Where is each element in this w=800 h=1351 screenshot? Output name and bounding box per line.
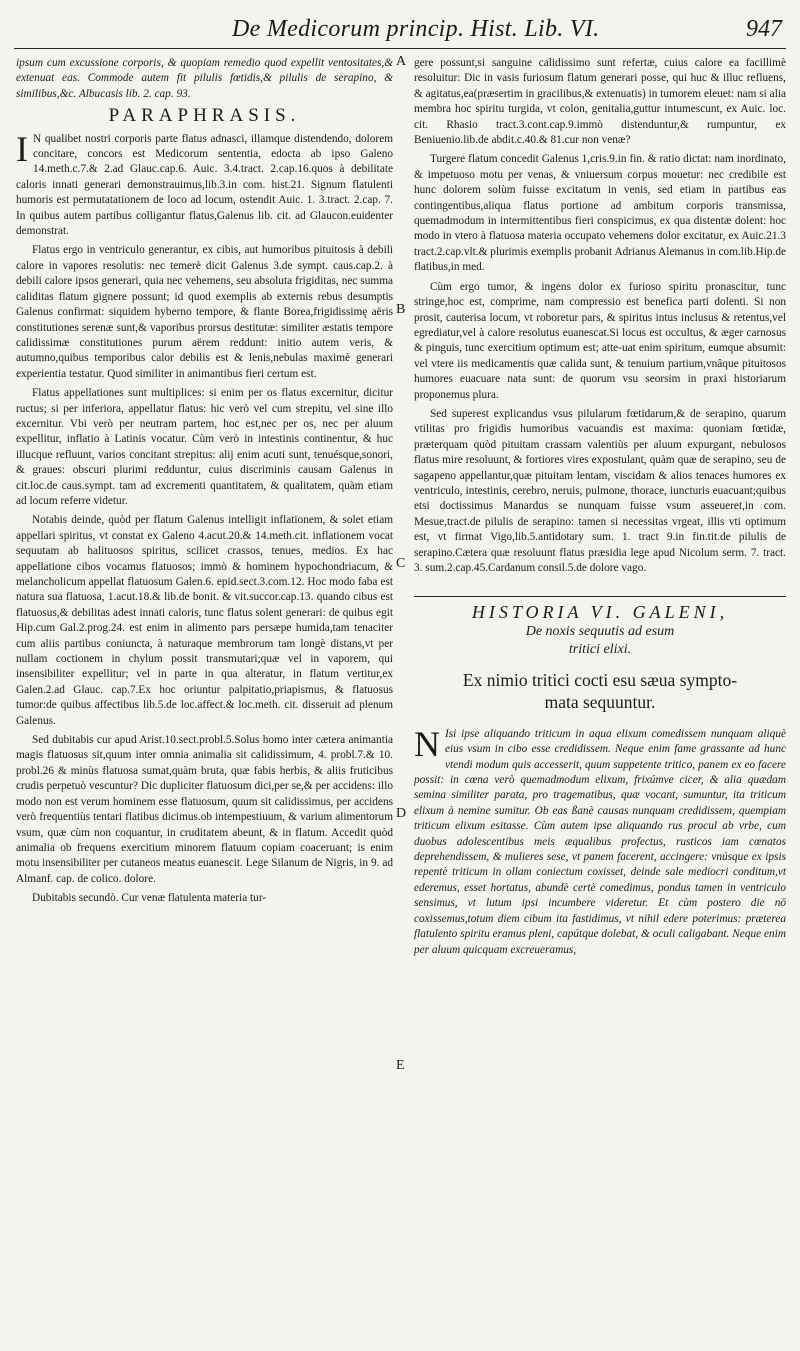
historia-heading (414, 669, 786, 713)
paragraph-5: Sed dubitabis cur apud Arist.10.sect.probl.5.Solus homo inter cætera animantia magis flatuosus sit,quum inter omnia animalia sit calidissimum, 4. probl.7.& 10. probl.26 & minùs flatuosa sumat,quàm bruta, quæ fabis herbis, & aliis fruticibus crudis perpetuò vescuntur? Dic dupliciter flatuosum dici,per se,& per accidens: illo modo non est verum hominem esse flatuosum, quum sit calidissimus, per accidens verò frequentiùs tentari flatibus dicimus.ob intempestiuum, & varium alimentorum vsum, quæ cùm non coquantur, in cruditatem abeunt, & in flatum. Accedit quòd animalia ob frequens exercitium minorem flatuum copiam coaceruant; is enim motu insensibiliter per cutaneos meatus euanescit. Lege Silanum de Nigris, in 9. ad Almanf. cap. de colico. dolore. (16, 734, 393, 885)
right-paragraph-2: Turgere flatum concedit Galenus 1,cris.9.in fin. & ratio dictat: nam inordinato, & impetuoso motu per venas, & vniuersum corpus mouetur: nec credibile est hunc dolorem solùm fuisse excitatum in venis, sed etiam in partibus eas contingentibus,aliqua flatus portione ad ambitum corporis transmissa, quemadmodum in intermittentibus fieri conspicimus, ex qua distentæ dolent: hoc modo in vtero à flatuosa materia occupato vehemens dolor excitatur, ex Auic.21.3 tract.2.cap.vlt.& plurimis exemplis probanit Adrianus Alemanus in com.lib.Hip.de flatibus,in med. (414, 153, 786, 274)
right-paragraph-1: gere possunt,si sanguine calidissimo sunt refertæ, cuius calore ea facillimè resoluitur: Dic in vasis furiosum flatum generari posse, qui huc & illuc refluens, & agitatus,ea(præsertim in gracilibus,& extenuatis) in tumorem eleuet: nam si alia membra hoc spiritu turgida, vt colon, genitalia,guttur intumescunt, ex Auic. loc. cit. Rhasio tract.3.cont.cap.9.immò distenduntur,& rumpuntur, ex Beniuenio.lib.de abdit.c.40.& 81.cur non venæ? (414, 57, 786, 147)
margin-letter-e: E (396, 1058, 405, 1073)
section-divider (414, 596, 786, 597)
margin-letter-d: D (396, 806, 407, 821)
left-column (16, 56, 393, 911)
paragraph-3: Flatus appellationes sunt multiplices: si enim per os flatus excernitur, dicitur ructus; si per inferiora, appellatur flatus: hic verò vel cum strepitu, vel sine illo excernitur. Vbi verò per neutram partem, hoc est,nec per os, nec per aluum expellitur, inflatio à Latinis vocatur. Cùm verò in intestinis continentur, & huc illucque refluunt, varios concitant strepitus: alij enim acuti sunt, tenuésque,sonori, & graues: obscuri plurimi redduntur, cuius discriminis causam Galenus in cit.loc.de caus.sympt. tam ad excrementi quantitatem, & qualitatem, quàm etiam ad locum referre videtur. (16, 387, 393, 507)
intro-text: ipsum cum excussione corporis, & quopiam remedio quod expellit ventositates,& extenuat eas. Commode autem fit pilulis fœtidis,& pilulis de serapino, & similibus,&c. Albucasis lib. 2. cap. 93. (16, 57, 393, 100)
right-paragraph-4: Sed superest explicandus vsus pilularum fœtidarum,& de serapino, quarum vtilitas pro frigidis humoribus vacuandis est maxima: quoniam fœtidæ, præterquam quòd pituitam crassam valentiùs per aluum expurgant, nebulosos flatus mire resoluunt, & fortiores vires expostulant, quàm quæ de serapino, seu de sagapeno appellantur,quæ pituitam lentam, viscidam & alios tenaces humores ex ventriculo, intestinis, cerebro, neruis, pulmone, thorace, iuncturis euacuant;quibus etsi doctissimus Manardus se nunquam fuisse vsum asseueret,in com. Mesue,tract.de pilulis de serapino: tamen si necessitas vrgeat, illis vti optimum est, vt firmat Vigo,lib.5.antidotary sum. 1. tract 9.in fin.tit.de pilulis de serapino.Cætera quæ resoluunt flatus præsidia lege apud Nicolum serm. 7. tract. 3. sum.2.cap.45.Cardanum consil.5.de dolore vago. (414, 407, 786, 574)
running-title: De Medicorum princip. Hist. Lib. VI. (232, 16, 600, 42)
margin-letter-a: A (396, 54, 407, 69)
historia-title: HISTORIA VI. GALENI, (471, 602, 729, 623)
historia-subtitle-line-2: tritici elixi. (568, 641, 632, 657)
paragraph-6: Dubitabis secundò. Cur venæ flatulenta materia tur- (32, 892, 267, 905)
paragraph-1-text: N qualibet nostri corporis parte flatus adnasci, illamque distendendo, dolorem concitare, concors est Medicorum sententia, edocta ab ipso Galeno 14.meth.c.7.& 2.ad Glauc.cap.6. Auic. 3.4.tract. 2.cap.16.quos à debilitate caloris innati generari demonstrauimus,lib.3.in com. hist.21. Signum flatulenti humoris est permutatationem de loco ad locum, ostendit Auic. 1. 3.tract. 2.cap. 7. In quibus autem partibus colligantur flatus,Galenus lib. cit. ad Glaucon.euidenter demonstrat. (16, 132, 393, 238)
historia-subtitle-line-1: De noxis sequutis ad esum (525, 623, 675, 639)
paragraph-2: Flatus ergo in ventriculo generantur, ex cibis, aut humoribus pituitosis à debili calore in vapores resolutis: nec temerè dicit Galenus 3.de sympt. caus.cap.2. à debili calore ipsos generari, quia nec vehemens, seu absoluta frigiditas, nec summa caliditas flatum gignere possunt; id quod exemplis ab externis rebus desumptis Galenus confirmat: siquidem hyberno tempore, & flante Borea,frigidissimę aëris constitutiones serenæ sunt,& vaporibus prorsus destitutæ: similiter æstatis tempore calidissimæ constitutiones purum aërem reddunt: initio autem veris, & autumno,quibus temporibus calor debilis est & lenis,nebulas maximè generari experientia testatur. Quod similiter in animantibus fieri certum est. (16, 244, 393, 380)
historia-subtitle (414, 623, 786, 659)
right-paragraph-3: Cùm ergo tumor, & ingens dolor ex furioso spiritu pronascitur, tunc stringe,hoc est, comprime, nam compressio est benefica parti dolenti. Si non prosit, cauterisa locum, vt roboretur pars, & spiritus intus inclusus & retentus,vel egrediatur,vel à calore resolutus euanescat.Si locus est occultus, & æger carnosus & pinguis, tunc exercitium optimum est; atte-uat enim spiritum, eumque absumit: vel vtere iis medicamentis quæ calida sunt, & tenuium partium,vnâque pituitosos humores euacuare nata sunt: de quorum vsu seorsim in praxi historiarum proponemus plura. (414, 280, 786, 401)
paragraph-1 (16, 128, 393, 240)
right-column (414, 56, 786, 962)
paraphrasis-heading: PARAPHRASIS. (108, 105, 301, 127)
drop-cap: I (16, 128, 28, 169)
running-header (14, 14, 786, 49)
page-number: 947 (746, 16, 782, 42)
historia-body-text: Isi ipse aliquando triticum in aqua elixum comedissem nunquam aliquè eius vsum in cibo esse credidissem. Neque enim fame grassante ad hunc vtendi modum quis accesserit, quum suppetente tritico, panem ex eo facere possit: in cœna verò quemadmodum elixum, frixúmve cicer, & alia quædam semina similiter parata, pro tragematibus, quæ vocant, sumuntur, ita triticum elixum à nemine sumitur. Ob eas ßanè causas nunquam credidissem, quempiam triticum elixum esitasse. Cùm autem ipse aliquando rus procul ab vrbe, cum duobus adolescentibus meis æqualibus profectus, rusticos iam cœnatos deprehendissem, & mulieres sese, vt panem facerent, accingere: vnúsque ex ipsis repentè triticum in ollam coniectum coxisset, deinde sale mediocri conditum,vt ederemus, esset hortatus, abundè certè comedimus, pondus tamen in ventriculo sensimus, vt lutum ipsi incumbere videretur. Et cùm postero die nō coxissemus,totum diem cibum ita fastidimus, vt nihil edere poterimus: præterea flatulento spiritu eramus pleni, capútque dolebat, & oculi caligabant. Neque enim per aluum quicquam excreueramus, (414, 727, 786, 956)
historia-heading-line-2: mata sequuntur. (544, 691, 656, 712)
historia-body (414, 723, 786, 958)
historia-drop-cap: N (414, 723, 440, 764)
margin-letter-b: B (396, 302, 406, 317)
margin-letter-c: C (396, 556, 406, 571)
paragraph-4: Notabis deinde, quòd per flatum Galenus intelligit inflationem, & solet etiam appellari spiritus, vt constat ex Galeno 4.acut.20.& 14.meth.cit. inflationem vocat sequutam ab halituosos spiritus, scilicet crassos, tenues, medios. Ex hac appellatione cibos vocamus flatuosos; immò & hominem hypochondriacum, & melancholicum appellat flatuosum Galen.6. epid.sect.3.com.12. Hoc modo faba est natura sua flatuosa, 1.acut.18.& lib.de bonit. & vit.succor.cap.13. quando cibus est flatuosus,& debilitas adest innati caloris, tunc flatus solent generari: de quibus egit Hip.cum Gal.2.prog.24. est enim in alimento pars persæpe humida,tam tenaciter cum aliis partibus coniuncta, à naturaque membrorum tam longè distans,vt per nullam coctionem in chylum possit transmutari;quæ vel in vaporem, qui insensibiliter expellitur; vel in parte in qua alteratur, in flatum vertitur,ex Galen.2.ad Glauc. cap.7.Ex hoc oriuntur palpitatio,priapismus, & flatuosus tumor:de quibus affectibus lib.5.de loc.affect.& loc.meth. cit. disseruit ad plenum Galenus. (16, 514, 393, 727)
historia-heading-line-1: Ex nimio tritici cocti esu sæua sympto- (462, 669, 738, 690)
